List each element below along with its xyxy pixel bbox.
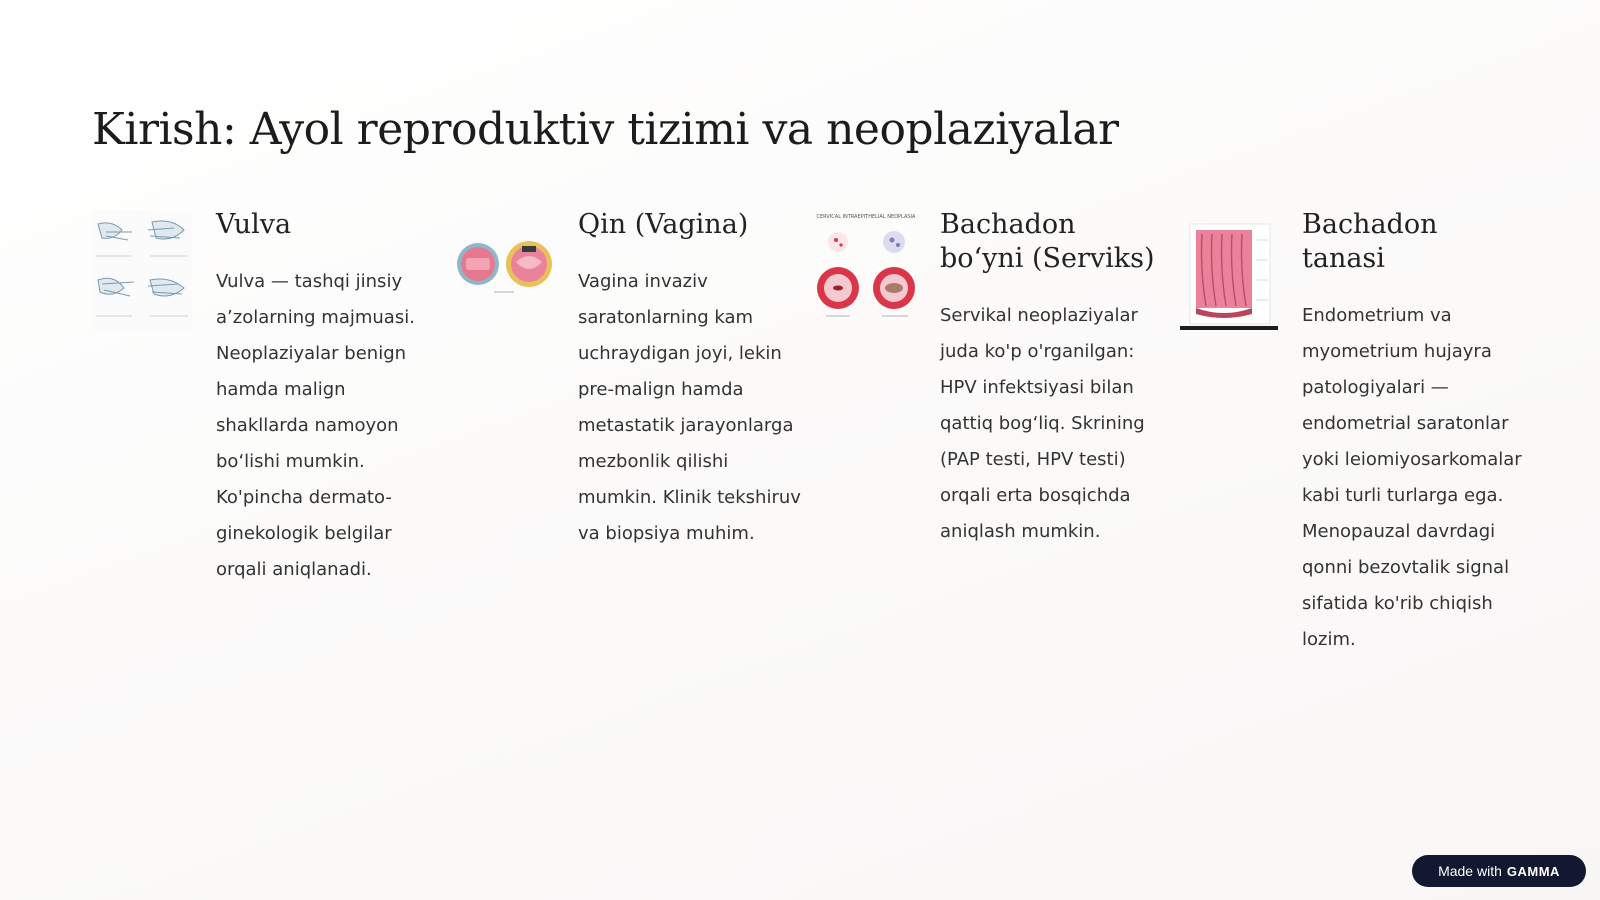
- card-body: Vulva — tashqi jinsiy a’zolarning majmuasi. Neoplaziyalar benign hamda malign shakllarda namoyon bo‘lishi mumkin. Ko'pincha dermato-ginekologik belgilar orqali aniqlanadi.: [216, 271, 415, 580]
- card-body: Servikal neoplaziyalar juda ko'p o'rganilgan: HPV infektsiyasi bilan qattiq bog‘liq. Skrining (PAP testi, HPV testi) orqali erta bosqichda aniqlash mumkin.: [940, 305, 1145, 542]
- vulva-anatomy-diagram-icon: [92, 210, 192, 332]
- made-with-gamma-badge[interactable]: [1412, 855, 1586, 887]
- card-vulva: [92, 208, 442, 728]
- slide-title: Kirish: Ayol reproduktiv tizimi va neoplaziyalar: [92, 104, 1119, 155]
- card-vagina: [454, 208, 804, 728]
- card-uterus: [1178, 208, 1528, 728]
- card-heading: Qin (Vagina): [578, 209, 749, 240]
- badge-prefix: Made with: [1438, 863, 1502, 879]
- card-body: Endometrium va myometrium hujayra patologiyalari — endometrial saratonlar yoki leiomiyosarkomalar kabi turli turlarga ega. Menopauzal davrdagi qonni bezovtalik signal sifatida ko'rib chiqish lozim.: [1302, 305, 1522, 650]
- cervical-neoplasia-illustration-icon: [816, 210, 916, 332]
- card-heading: Vulva: [216, 209, 292, 240]
- card-cervix: [816, 208, 1166, 728]
- card-heading: Bachadon tanasi: [1302, 209, 1438, 274]
- vagina-cross-section-illustration-icon: [454, 210, 554, 332]
- card-heading: Bachadon bo‘yni (Serviks): [940, 209, 1155, 274]
- endometrium-tissue-illustration-icon: [1178, 210, 1278, 332]
- card-body: Vagina invaziv saratonlarning kam uchraydigan joyi, lekin pre-malign hamda metastatik jarayonlarga mezbonlik qilishi mumkin. Klinik tekshiruv va biopsiya muhim.: [578, 271, 801, 544]
- gamma-logo: GAMMA: [1506, 863, 1560, 879]
- image-caption: CERVICAL INTRAEPITHELIAL NEOPLASIA: [816, 214, 916, 220]
